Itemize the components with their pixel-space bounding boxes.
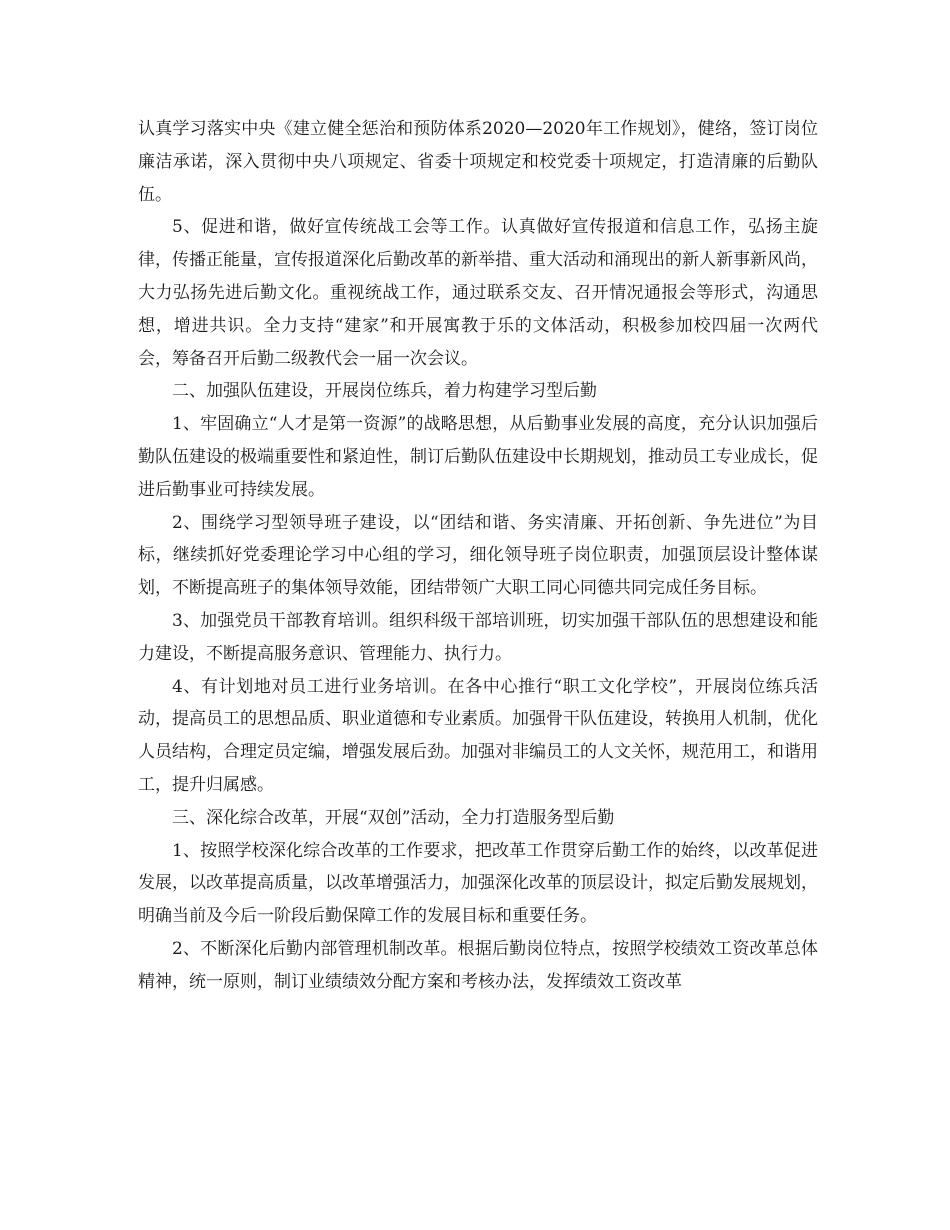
section-heading-reform: 三、深化综合改革，开展“双创”活动，全力打造服务型后勤 (172, 807, 615, 828)
paragraph-item-3-training: 3、加强党员干部教育培训。组织科级干部培训班，切实加强干部队伍的思想建设和能力建设，不断提高服务意识、管理能力、执行力。 (138, 610, 818, 664)
section-heading-team-building: 二、加强队伍建设，开展岗位练兵，着力构建学习型后勤 (172, 381, 597, 402)
paragraph-item-1-reform: 1、按照学校深化综合改革的工作要求，把改革工作贯穿后勤工作的始终，以改革促进发展，以改革提高质量，以改革增强活力，加强深化改革的顶层设计，拟定后勤发展规划，明确当前及今后一阶段后勤保障工作的发展目标和重要任务。 (138, 840, 818, 927)
paragraph-item-4-staff-training: 4、有计划地对员工进行业务培训。在各中心推行“职工文化学校”，开展岗位练兵活动，提高员工的思想品质、职业道德和专业素质。加强骨干队伍建设，转换用人机制，优化人员结构，合理定员定编，增强发展后劲。加强对非编员工的人文关怀，规范用工，和谐用工，提升归属感。 (138, 676, 818, 795)
paragraph-item-5-harmony: 5、促进和谐，做好宣传统战工会等工作。认真做好宣传报道和信息工作，弘扬主旋律，传播正能量，宣传报道深化后勤改革的新举措、重大活动和涌现出的新人新事新风尚，大力弘扬先进后勤文化。重视统战工作，通过联系交友、召开情况通报会等形式，沟通思想，增进共识。全力支持“建家”和开展寓教于乐的文体活动，积极参加校四届一次两代会，筹备召开后勤二级教代会一届一次会议。 (138, 217, 818, 369)
paragraph-item-2-management: 2、不断深化后勤内部管理机制改革。根据后勤岗位特点，按照学校绩效工资改革总体精神，统一原则，制订业绩绩效分配方案和考核办法，发挥绩效工资改革 (138, 938, 818, 992)
paragraph-item-1-talent: 1、牢固确立“人才是第一资源”的战略思想，从后勤事业发展的高度，充分认识加强后勤队伍建设的极端重要性和紧迫性，制订后勤队伍建设中长期规划，推动员工专业成长，促进后勤事业可持续发展。 (138, 414, 818, 500)
document-body (138, 113, 818, 999)
paragraph-continued: 认真学习落实中央《建立健全惩治和预防体系2020—2020年工作规划》，健络，签订岗位廉洁承诺，深入贯彻中央八项规定、省委十项规定和校党委十项规定，打造清廉的后勤队伍。 (138, 119, 818, 205)
paragraph-item-2-leadership: 2、围绕学习型领导班子建设，以“团结和谐、务实清廉、开拓创新、争先进位”为目标，继续抓好党委理论学习中心组的学习，细化领导班子岗位职责，加强顶层设计整体谋划，不断提高班子的集体领导效能，团结带领广大职工同心同德共同完成任务目标。 (138, 512, 818, 599)
